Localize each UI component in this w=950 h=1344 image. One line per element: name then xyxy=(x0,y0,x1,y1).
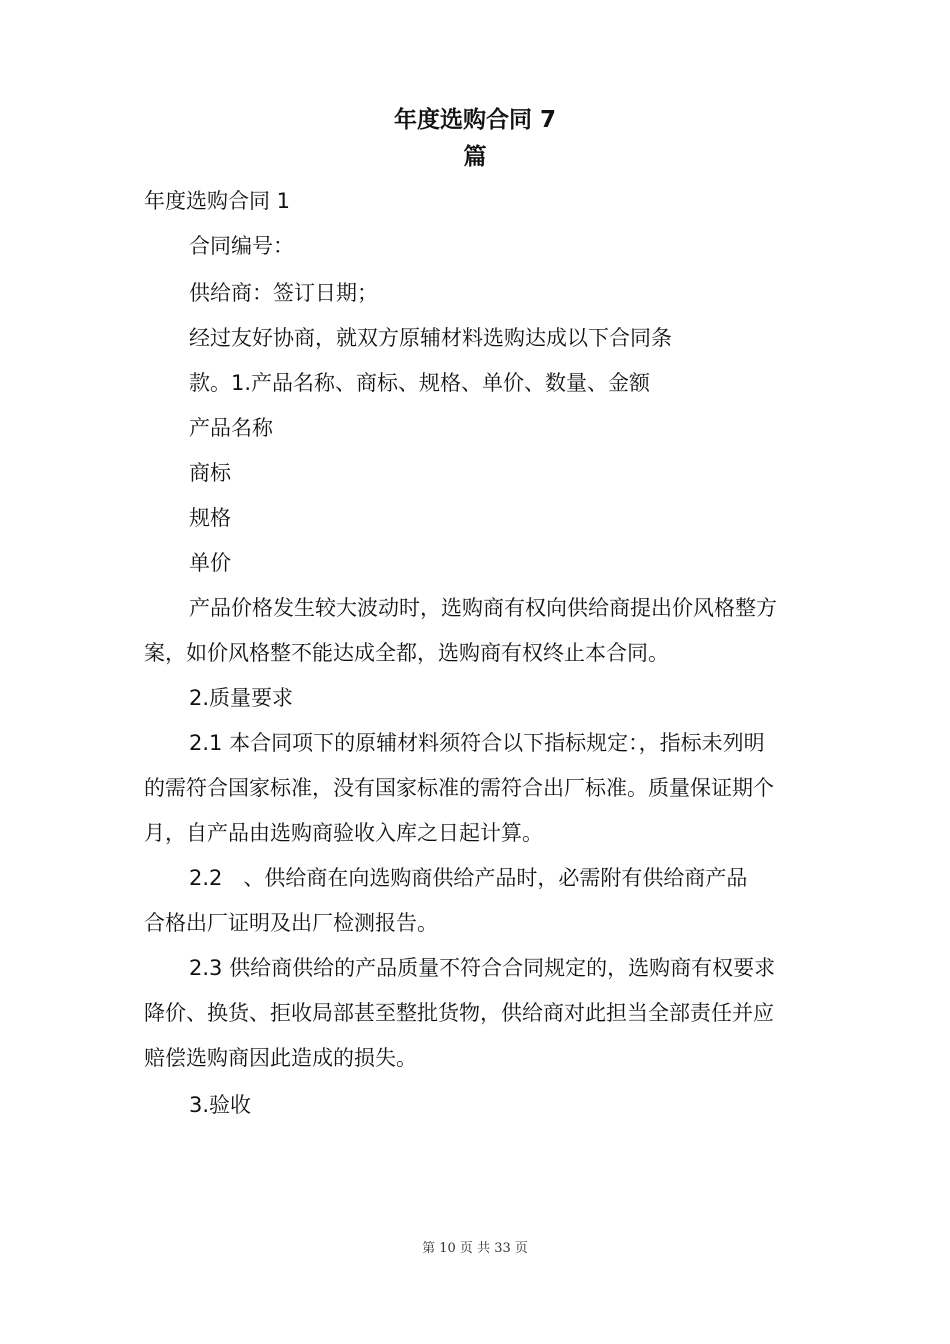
text-line: 商标 xyxy=(189,461,231,485)
document-title-line-2: 篇 xyxy=(463,144,487,170)
text-line: 月，自产品由选购商验收入库之日起计算。 xyxy=(144,821,543,845)
text-line: 3.验收 xyxy=(189,1093,252,1117)
text-line: 赔偿选购商因此造成的损失。 xyxy=(144,1046,417,1070)
text-line: 合格出厂证明及出厂检测报告。 xyxy=(144,911,438,935)
text-line: 规格 xyxy=(189,506,231,530)
text-line: 经过友好协商，就双方原辅材料选购达成以下合同条 xyxy=(189,326,672,350)
text-line: 款。1.产品名称、商标、规格、单价、数量、金额 xyxy=(189,371,651,395)
text-line: 2.质量要求 xyxy=(189,686,294,710)
text-line: 合同编号： xyxy=(189,234,294,258)
text-line: 2.1 本合同项下的原辅材料须符合以下指标规定：，指标未列明 xyxy=(189,731,765,755)
page-number-footer: 第 10 页 共 33 页 xyxy=(422,1241,528,1256)
text-line: 案，如价风格整不能达成全都，选购商有权终止本合同。 xyxy=(144,641,669,665)
text-line: 2.3 供给商供给的产品质量不符合合同规定的，选购商有权要求 xyxy=(189,956,776,980)
document-title-line-1: 年度选购合同 7 xyxy=(393,107,556,133)
text-line: 年度选购合同 1 xyxy=(144,189,291,213)
text-line: 产品名称 xyxy=(189,416,273,440)
text-line: 供给商：签订日期； xyxy=(189,281,378,305)
text-line: 2.2 、供给商在向选购商供给产品时，必需附有供给商产品 xyxy=(189,866,748,890)
text-line: 的需符合国家标准，没有国家标准的需符合出厂标准。质量保证期个 xyxy=(144,776,774,800)
text-line: 降价、换货、拒收局部甚至整批货物，供给商对此担当全部责任并应 xyxy=(144,1001,774,1025)
text-line: 单价 xyxy=(189,551,231,575)
text-line: 产品价格发生较大波动时，选购商有权向供给商提出价风格整方 xyxy=(189,596,777,620)
